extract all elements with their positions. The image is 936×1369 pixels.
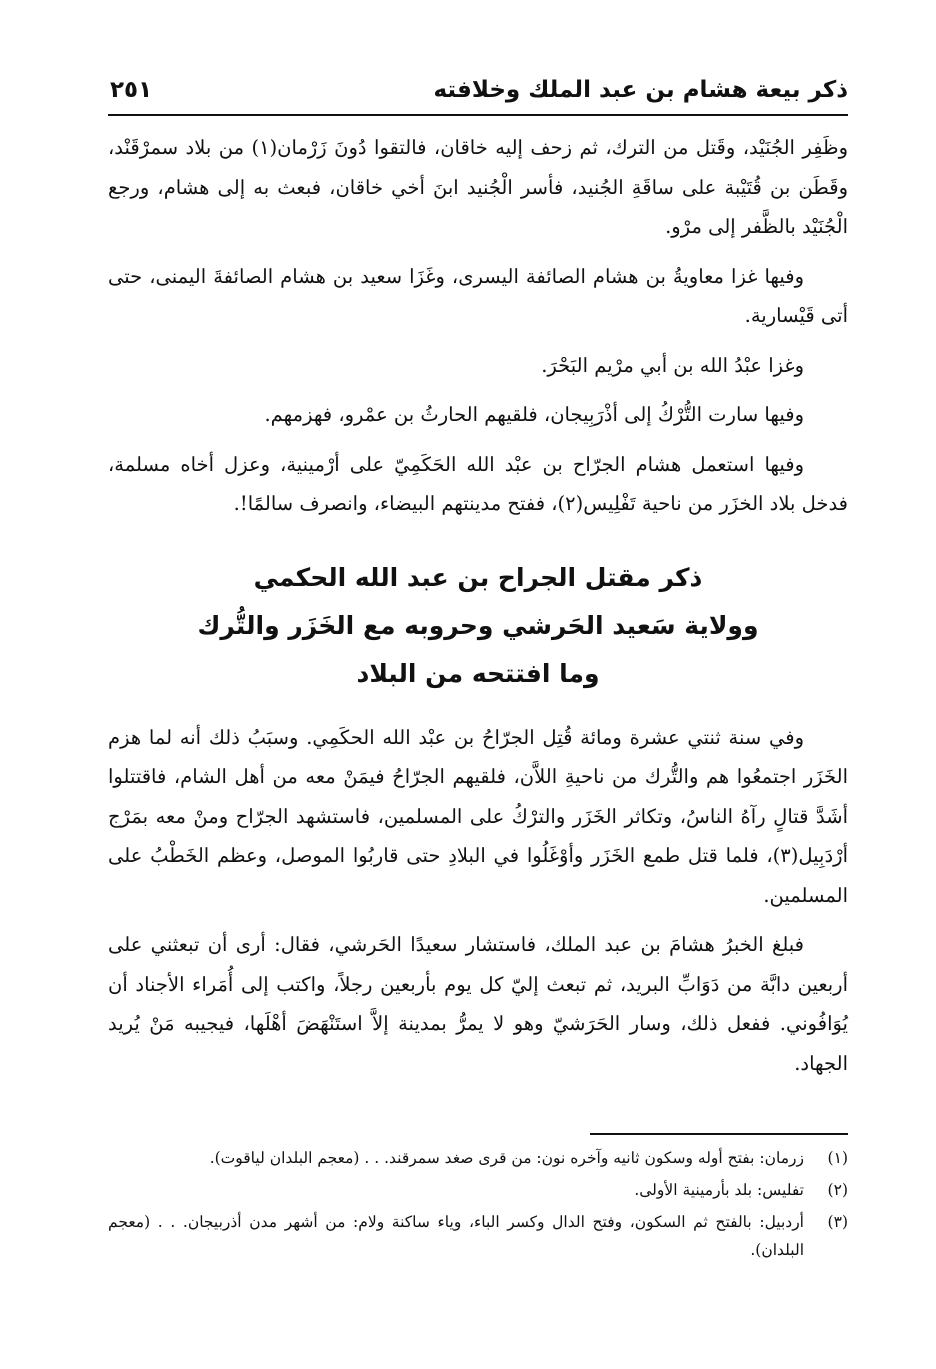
page-header: [108, 70, 848, 116]
paragraph: وفيها استعمل هشام الجرّاح بن عبْد الله الحَكَمِيّ على أرْمينية، وعزل أخاه مسلمة، فدخل بلاد الخزَر من ناحية تَفْلِيس(٢)، ففتح مدينتهم البيضاء، وانصرف سالمًا!.: [108, 452, 848, 515]
footnote-number: (٢): [827, 1181, 848, 1199]
paragraph: وفيها غزا معاويةُ بن هشام الصائفة اليسرى، وغَزَا سعيد بن هشام الصائفةَ اليمنى، حتى أتى قَيْسارية.: [108, 264, 848, 327]
running-title: ذكر بيعة هشام بن عبد الملك وخلافته: [433, 77, 848, 103]
footnote-text: أردبيل: بالفتح ثم السكون، وفتح الدال وكسر الباء، وياء ساكنة ولام: من أشهر مدن أذربيجان. . . (معجم البلدان).: [108, 1213, 804, 1259]
footnote: [108, 1176, 848, 1204]
section-heading-line: وما افتتحه من البلاد: [356, 658, 600, 688]
footnote: [108, 1144, 848, 1172]
section-heading-line: ذكر مقتل الجراح بن عبد الله الحكمي: [253, 562, 703, 592]
paragraph: وغزا عبْدُ الله بن أبي مرْيم البَحْرَ.: [541, 353, 804, 377]
footnote-text: تفليس: بلد بأرمينية الأولى.: [634, 1181, 804, 1199]
footnote-number: (٣): [827, 1213, 848, 1231]
footnotes: [108, 1144, 848, 1268]
footnote-text: زرمان: بفتح أوله وسكون ثانيه وآخره نون: من قرى صغد سمرقند. . . (معجم البلدان لياقوت).: [209, 1149, 804, 1167]
paragraph: وظَفِر الجُنَيْد، وقَتل من الترك، ثم زحف إليه خاقان، فالتقوا دُونَ زَرْمان(١) من بلاد سمرْقَنْد، وقَطَن بن قُتَيْبة على ساقَةِ الجُنيد، فأسر الْجُنيد ابنَ أخي خاقان، فبعث به إلى هشام، ورجع الْجُنَيْد بالظَّفر إلى مرْو.: [108, 136, 848, 238]
book-page: [108, 60, 848, 1330]
footnote-number: (١): [827, 1149, 848, 1167]
footnote-divider: [590, 1133, 848, 1135]
page-number: ٢٥١: [110, 77, 153, 103]
section-heading: [108, 554, 848, 698]
footnote: [108, 1208, 848, 1264]
paragraph: فبلغ الخبرُ هشامَ بن عبد الملك، فاستشار سعيدًا الحَرشي، فقال: أرى أن تبعثني على أربعين دابَّة من دَوَابِّ البريد، ثم تبعث إليّ كل يوم بأربعين رجلاً، واكتب إلى أُمَراء الأجناد أن يُوَافُوني. ففعل ذلك، وسار الحَرَشيّ وهو لا يمرُّ بمدينة إلاَّ استَنْهَضَ أهْلَها، فيجيبه مَنْ يُريد الجهاد.: [108, 933, 848, 1075]
paragraph: وفيها سارت التُّرْكُ إلى أذْرَبِيجان، فلقيهم الحارثُ بن عمْرو، فهزمهم.: [264, 403, 804, 426]
main-text: [108, 128, 848, 1093]
section-heading-line: وولاية سَعيد الحَرشي وحروبه مع الخَزَر والتُّرك: [197, 610, 759, 640]
paragraph: وفي سنة ثنتي عشرة ومائة قُتِل الجرّاحُ بن عبْد الله الحكَمِي. وسبَبُ ذلك أنه لما هزم الخَزَر اجتمعُوا هم والتُّرك من ناحيةِ اللاَّن، فلقيهم الجرّاحُ فيمَنْ معه من أهل الشام، فاقتتلوا أشَدَّ قتالٍ رآهُ الناسُ، وتكاثر الخَزَر والترْكُ على المسلمين، فاستشهد الجرّاح ومنْ معه بمَرْج أرْدَبِيل(٣)، فلما قتل طمع الخَزَر وأوْغَلُوا في البلادِ حتى قاربُوا الموصل، وعظم الخَطْبُ على المسلمين.: [108, 725, 848, 907]
